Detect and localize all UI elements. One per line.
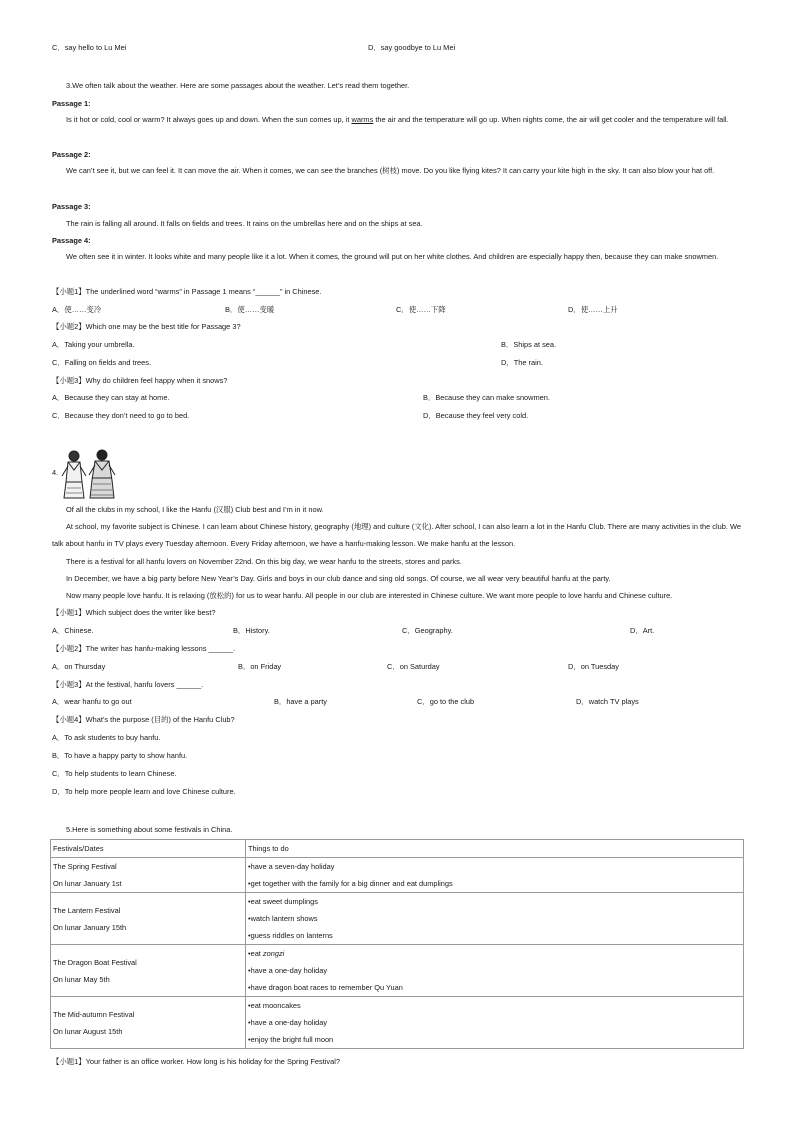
q4-sq4-option-b: B．To have a happy party to show hanfu. [52,751,188,760]
q4-sq1-option-d: D．Art. [630,626,655,635]
things-cell: •eat sweet dumplings •watch lantern shows •guess riddles on lanterns [246,893,744,945]
q4-sq2-option-a: A．on Thursday [52,662,106,671]
festival-table [50,839,744,1049]
underlined-word: warms [351,115,374,124]
q4-sq2-option-c: C．on Saturday [387,662,440,671]
q4-sq1-option-c: C．Geography. [402,626,453,635]
q4-sq3-option-a: A．wear hanfu to go out [52,697,132,706]
q3-sq2-option-d: D．The rain. [501,358,543,367]
passage2-label: Passage 2: [52,150,91,159]
table-header-row [51,840,744,858]
q4-sq2-option-b: B．on Friday [238,662,282,671]
q3-sq1-option-b: B．使……变暖 [225,305,275,314]
festival-cell: The Mid-autumn Festival On lunar August 15th [51,997,246,1049]
things-cell: •have a seven-day holiday •get together with the family for a big dinner and eat dumplings [246,858,744,893]
q3-sq3-option-a: A．Because they can stay at home. [52,393,170,402]
q3-sq3-option-b: B．Because they can make snowmen. [423,393,550,402]
q3-sq2-option-c: C．Falling on fields and trees. [52,358,152,367]
things-cell: •eat zongzi •have a one-day holiday •have dragon boat races to remember Qu Yuan [246,945,744,997]
things-cell: •eat mooncakes •have a one-day holiday •enjoy the bright full moon [246,997,744,1049]
q4-sq2-option-d: D．on Tuesday [568,662,619,671]
festival-cell: The Dragon Boat Festival On lunar May 5th [51,945,246,997]
festival-cell: The Spring Festival On lunar January 1st [51,858,246,893]
q3-sq1-option-c: C．使……下降 [396,305,446,314]
q2-option-c: C．say hello to Lu Mei [52,43,127,52]
q4-number: 4. [52,468,59,477]
festival-cell: The Lantern Festival On lunar January 15th [51,893,246,945]
header-festivals: Festivals/Dates [51,840,246,858]
passage4-text: We often see it in winter. It looks white and many people like it a lot. When it comes, the ground will put on her white clothes. And children are especially happy then, because they can make snowmen. [66,252,719,261]
table-row [51,945,744,997]
q3-sq1-option-a: A．使……变冷 [52,305,102,314]
q4-sentence-3: There is a festival for all hanfu lovers on November 22nd. On this big day, we wear hanfu to the streets, stores and parks. [66,557,462,566]
q4-sq3-option-b: B．have a party [274,697,327,706]
q4-subq1: 【小题1】Which subject does the writer like best? [52,608,216,617]
q3-sq2-option-a: A．Taking your umbrella. [52,340,135,349]
q4-sentence-5: Now many people love hanfu. It is relaxing (放松的) for us to wear hanfu. All people in our club are interested in Chinese culture. We want more people to love hanfu and Chinese culture. [66,591,673,600]
q4-sq3-option-d: D．watch TV plays [576,697,639,706]
q4-sq4-option-c: C．To help students to learn Chinese. [52,769,177,778]
q4-subq2: 【小题2】The writer has hanfu-making lessons ______. [52,644,236,653]
passage4-label: Passage 4: [52,236,91,245]
table-row [51,893,744,945]
q4-subq3: 【小题3】At the festival, hanfu lovers ______. [52,680,204,689]
q3-sq3-option-c: C．Because they don’t need to go to bed. [52,411,190,420]
q3-sq2-option-b: B．Ships at sea. [501,340,557,349]
q5-subq1: 【小题1】Your father is an office worker. How long is his holiday for the Spring Festival? [52,1057,340,1066]
passage1-text: Is it hot or cold, cool or warm? It always goes up and down. When the sun comes up, it warms the air and the temperature will go up. When nights come, the air will get cooler and the temperature will fall. [66,115,729,124]
hanfu-figures-illustration [58,448,122,502]
passage3-text: The rain is falling all around. It falls on fields and trees. It rains on the umbrellas here and on the ships at sea. [66,219,423,228]
table-row [51,997,744,1049]
q3-subq2: 【小题2】Which one may be the best title for Passage 3? [52,322,241,331]
q4-sentence-2: At school, my favorite subject is Chinese. I can learn about Chinese history, geography (地理) and culture (文化). After school, I can also learn a lot in the Hanfu Club. There are many activities in the club. We talk about hanfu in TV plays every Tuesday afternoon. Every Friday afternoon, we have a hanfu-making lesson. We make hanfu at the lesson. [52,522,741,548]
passage3-label: Passage 3: [52,202,91,211]
header-things: Things to do [246,840,744,858]
q3-sq3-option-d: D．Because they feel very cold. [423,411,529,420]
q4-sq1-option-a: A．Chinese. [52,626,94,635]
q4-sentence-1: Of all the clubs in my school, I like the Hanfu (汉服) Club best and I’m in it now. [66,505,324,514]
q3-intro: 3.We often talk about the weather. Here are some passages about the weather. Let’s read them together. [66,81,410,90]
q5-intro: 5.Here is something about some festivals in China. [66,825,233,834]
passage1-label: Passage 1: [52,99,91,108]
q3-subq3: 【小题3】Why do children feel happy when it snows? [52,376,228,385]
q4-sq4-option-d: D．To help more people learn and love Chinese culture. [52,787,236,796]
passage2-text: We can’t see it, but we can feel it. It can move the air. When it comes, we can see the branches (树枝) move. Do you like flying kites? It can carry your kite high in the sky. It can also blow your hat off. [66,166,715,175]
q4-subq4: 【小题4】What’s the purpose (目的) of the Hanfu Club? [52,715,235,724]
q2-option-d: D．say goodbye to Lu Mei [368,43,456,52]
table-row [51,858,744,893]
q4-sq4-option-a: A．To ask students to buy hanfu. [52,733,161,742]
q4-sq3-option-c: C．go to the club [417,697,475,706]
q3-sq1-option-d: D．使……上升 [568,305,618,314]
q4-sentence-4: In December, we have a big party before New Year’s Day. Girls and boys in our club dance and sing old songs. Of course, we all wear very beautiful hanfu at the party. [66,574,611,583]
q4-sq1-option-b: B．History. [233,626,270,635]
q3-subq1: 【小题1】The underlined word “warms” in Passage 1 means “______” in Chinese. [52,287,322,296]
